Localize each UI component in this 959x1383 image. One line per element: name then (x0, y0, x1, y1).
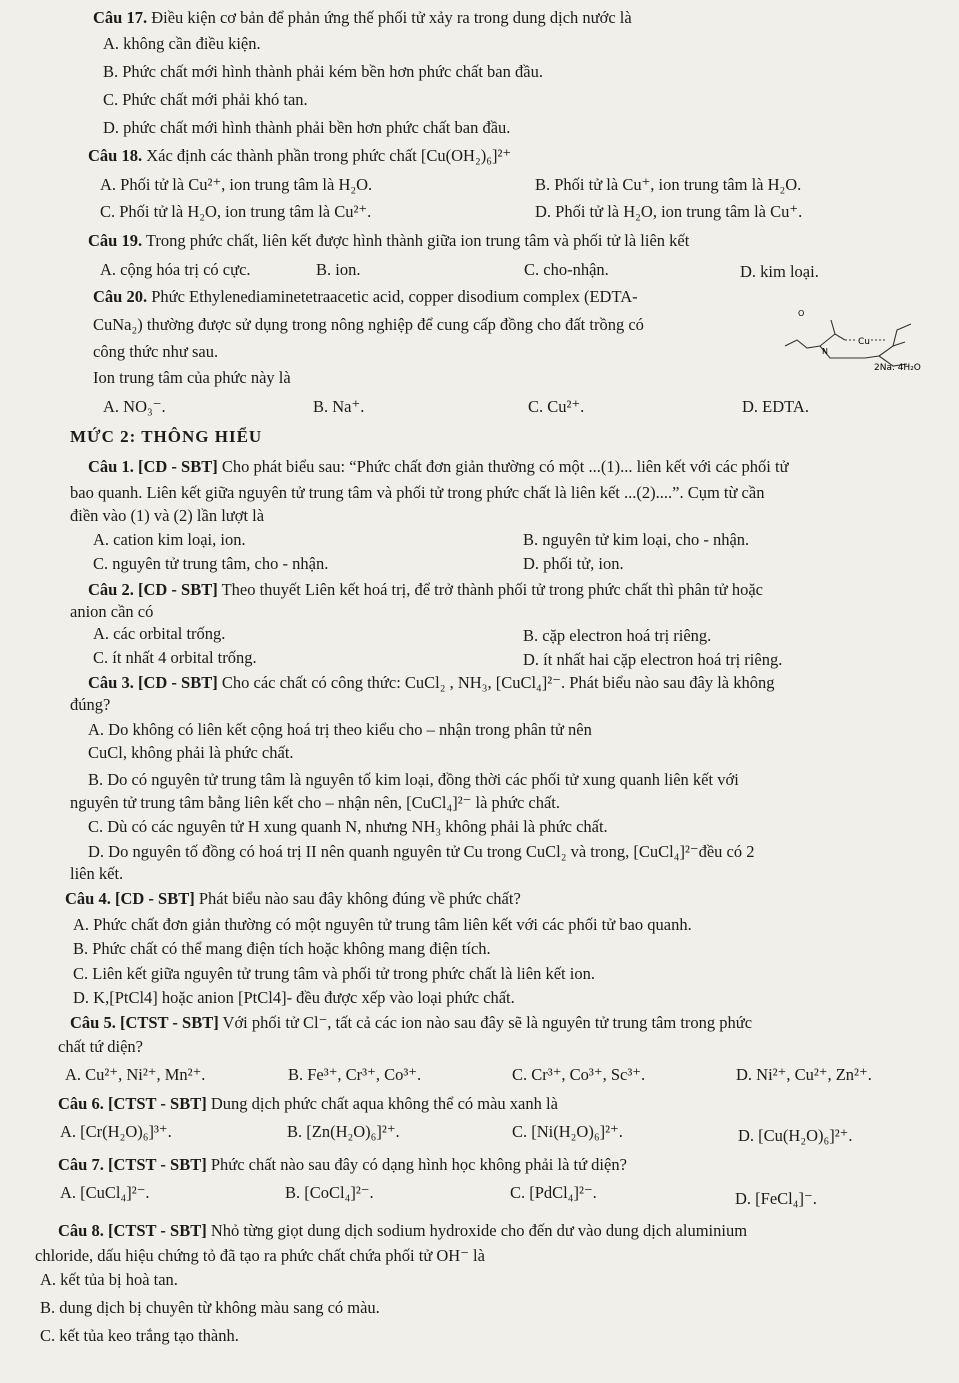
c3-option-d-line1: D. Do nguyên tố đồng có hoá trị II nên quanh nguyên tử Cu trong CuCl₂ và trong, [CuCl₄]²⁻đều có 2 (88, 842, 755, 861)
c4-option-d: D. K,[PtCl4] hoặc anion [PtCl4]- đều được xếp vào loại phức chất. (73, 988, 515, 1007)
c6-option-c: C. [Ni(H₂O)₆]²⁺. (512, 1122, 623, 1141)
c1-option-b: B. nguyên tử kim loại, cho - nhận. (523, 530, 750, 549)
c4-option-c: C. Liên kết giữa nguyên tử trung tâm và phối tử trong phức chất là liên kết ion. (73, 964, 595, 983)
edta-center-label: Cu (858, 337, 870, 347)
c8-line1: Nhỏ từng giọt dung dịch sodium hydroxide cho đến dư vào dung dịch aluminium (210, 1221, 748, 1240)
c2-option-c: C. ít nhất 4 orbital trống. (93, 648, 257, 667)
q19-option-b: B. ion. (316, 260, 361, 279)
c5-stem (70, 1013, 752, 1033)
c3-option-a-line1: A. Do không có liên kết cộng hoá trị theo kiểu cho – nhận trong phân tử nên (88, 720, 592, 739)
q17-label: Câu 17. (93, 8, 148, 27)
c3-option-a-line2: CuCl, không phải là phức chất. (88, 743, 294, 762)
c3-option-b-line2: nguyên tử trung tâm bằng liên kết cho – nhận nên, [CuCl₄]²⁻ là phức chất. (70, 793, 561, 812)
c7-option-c: C. [PdCl₄]²⁻. (510, 1183, 597, 1202)
c5-option-a: A. Cu²⁺, Ni²⁺, Mn²⁺. (65, 1065, 206, 1084)
c7-option-a: A. [CuCl₄]²⁻. (60, 1183, 150, 1202)
c8-option-b: B. dung dịch bị chuyên từ không màu sang có màu. (40, 1298, 380, 1317)
q20-option-c: C. Cu²⁺. (528, 397, 585, 416)
c3-label: Câu 3. [CD - SBT] (88, 673, 218, 692)
c4-option-a: A. Phức chất đơn giản thường có một nguyên tử trung tâm liên kết với các phối tử bao quanh. (73, 915, 692, 934)
c5-option-c: C. Cr³⁺, Co³⁺, Sc³⁺. (512, 1065, 646, 1084)
q20-label: Câu 20. (93, 287, 148, 306)
c3-stem (88, 673, 775, 693)
c6-option-b: B. [Zn(H₂O)₆]²⁺. (287, 1122, 400, 1141)
c3-option-b-line1: B. Do có nguyên tử trung tâm là nguyên tố kim loại, đồng thời các phối tử xung quanh liên kết với (88, 770, 739, 789)
q19-option-d: D. kim loại. (740, 262, 819, 281)
c8-line2: chloride, dấu hiệu chứng tỏ đã tạo ra phức chất chứa phối tử OH⁻ là (35, 1246, 485, 1265)
c7-stem (58, 1155, 627, 1175)
q19-option-a: A. cộng hóa trị có cực. (100, 260, 251, 279)
section-heading: MỨC 2: THÔNG HIỂU (70, 427, 263, 446)
c8-label: Câu 8. [CTST - SBT] (58, 1221, 207, 1240)
c3-line1: Cho các chất có công thức: CuCl₂ , NH₃, [CuCl₄]²⁻. Phát biểu nào sau đây là không (221, 673, 775, 692)
c2-stem (88, 580, 763, 600)
q18-option-d: D. Phối tử là H₂O, ion trung tâm là Cu⁺. (535, 202, 803, 221)
c4-option-b: B. Phức chất có thể mang điện tích hoặc không mang điện tích. (73, 939, 491, 958)
q19-label: Câu 19. (88, 231, 143, 250)
q20-option-a: A. NO₃⁻. (103, 397, 166, 416)
q17-option-b: B. Phức chất mới hình thành phải kém bền hơn phức chất ban đầu. (103, 62, 543, 81)
q18-stem (88, 146, 511, 166)
edta-nitrogen-label: N (822, 347, 828, 356)
q19-text: Trong phức chất, liên kết được hình thành giữa ion trung tâm và phối tử là liên kết (145, 231, 690, 250)
q18-option-c: C. Phối tử là H₂O, ion trung tâm là Cu²⁺. (100, 202, 372, 221)
c6-text: Dung dịch phức chất aqua không thể có màu xanh là (210, 1094, 558, 1113)
edta-cu-structure-figure (775, 308, 945, 386)
c1-line1: Cho phát biểu sau: “Phức chất đơn giản thường có một ...(1)... liên kết với các phối tử (221, 457, 789, 476)
c8-stem (58, 1221, 747, 1241)
q17-text: Điều kiện cơ bản để phản ứng thế phối tử xảy ra trong dung dịch nước là (151, 8, 632, 27)
c1-stem (88, 457, 789, 477)
c1-line2: bao quanh. Liên kết giữa nguyên tử trung tâm và phối tử trong phức chất là liên kết ...(2)....”. Cụm từ cần (70, 483, 765, 502)
c4-stem (65, 889, 521, 909)
c5-option-b: B. Fe³⁺, Cr³⁺, Co³⁺. (288, 1065, 422, 1084)
c6-label: Câu 6. [CTST - SBT] (58, 1094, 207, 1113)
q20-line2: CuNa₂) thường được sử dụng trong nông nghiệp để cung cấp đồng cho đất trồng có (93, 315, 644, 334)
c3-option-c: C. Dù có các nguyên tử H xung quanh N, nhưng NH₃ không phải là phức chất. (88, 817, 608, 836)
c8-option-c: C. kết tủa keo trắng tạo thành. (40, 1326, 239, 1345)
q18-label: Câu 18. (88, 146, 143, 165)
c6-stem (58, 1094, 558, 1114)
q18-option-a: A. Phối tử là Cu²⁺, ion trung tâm là H₂O. (100, 175, 373, 194)
c7-option-d: D. [FeCl₄]⁻. (735, 1189, 817, 1208)
c1-label: Câu 1. [CD - SBT] (88, 457, 218, 476)
c7-option-b: B. [CoCl₄]²⁻. (285, 1183, 374, 1202)
q18-text: Xác định các thành phần trong phức chất [Cu(OH₂)₆]²⁺ (146, 146, 512, 165)
q20-stem (93, 287, 638, 307)
q19-option-c: C. cho-nhận. (524, 260, 609, 279)
edta-salt-label: 2Na. 4H₂O (874, 363, 921, 373)
c5-line2: chất tứ diện? (58, 1037, 143, 1056)
c8-option-a: A. kết tủa bị hoà tan. (40, 1270, 178, 1289)
c6-option-d: D. [Cu(H₂O)₆]²⁺. (738, 1126, 853, 1145)
c5-label: Câu 5. [CTST - SBT] (70, 1013, 219, 1032)
c1-option-a: A. cation kim loại, ion. (93, 530, 246, 549)
q19-stem (88, 231, 689, 251)
edta-oxygen-label: O (798, 309, 805, 318)
q17-option-c: C. Phức chất mới phải khó tan. (103, 90, 308, 109)
c1-option-c: C. nguyên tử trung tâm, cho - nhận. (93, 554, 329, 573)
q17-option-a: A. không cần điều kiện. (103, 34, 261, 53)
q17-option-d: D. phức chất mới hình thành phải bền hơn phức chất ban đầu. (103, 118, 511, 137)
q20-option-d: D. EDTA. (742, 397, 809, 416)
c2-label: Câu 2. [CD - SBT] (88, 580, 218, 599)
c2-option-b: B. cặp electron hoá trị riêng. (523, 626, 712, 645)
c1-line3: điền vào (1) và (2) lần lượt là (70, 506, 265, 525)
c6-option-a: A. [Cr(H₂O)₆]³⁺. (60, 1122, 172, 1141)
c5-option-d: D. Ni²⁺, Cu²⁺, Zn²⁺. (736, 1065, 872, 1084)
q20-option-b: B. Na⁺. (313, 397, 365, 416)
q20-line4: Ion trung tâm của phức này là (93, 368, 291, 387)
c2-option-a: A. các orbital trống. (93, 624, 226, 643)
c3-line2: đúng? (70, 695, 111, 714)
c7-label: Câu 7. [CTST - SBT] (58, 1155, 207, 1174)
q20-line3: công thức như sau. (93, 342, 219, 361)
c4-label: Câu 4. [CD - SBT] (65, 889, 195, 908)
c1-option-d: D. phối tử, ion. (523, 554, 624, 573)
q20-line1: Phức Ethylenediaminetetraacetic acid, copper disodium complex (EDTA- (151, 287, 638, 306)
c2-line2: anion cần có (70, 602, 154, 621)
c3-option-d-line2: liên kết. (70, 864, 124, 883)
c4-text: Phát biểu nào sau đây không đúng về phức chất? (198, 889, 521, 908)
c2-line1: Theo thuyết Liên kết hoá trị, để trở thành phối tử trong phức chất thì phân tử hoặc (221, 580, 763, 599)
q18-option-b: B. Phối tử là Cu⁺, ion trung tâm là H₂O. (535, 175, 802, 194)
c7-text: Phức chất nào sau đây có dạng hình học không phải là tứ diện? (210, 1155, 627, 1174)
c2-option-d: D. ít nhất hai cặp electron hoá trị riêng. (523, 650, 783, 669)
c5-line1: Với phối tử Cl⁻, tất cả các ion nào sau đây sẽ là nguyên tử trung tâm trong phức (222, 1013, 753, 1032)
q17-stem (93, 8, 632, 28)
